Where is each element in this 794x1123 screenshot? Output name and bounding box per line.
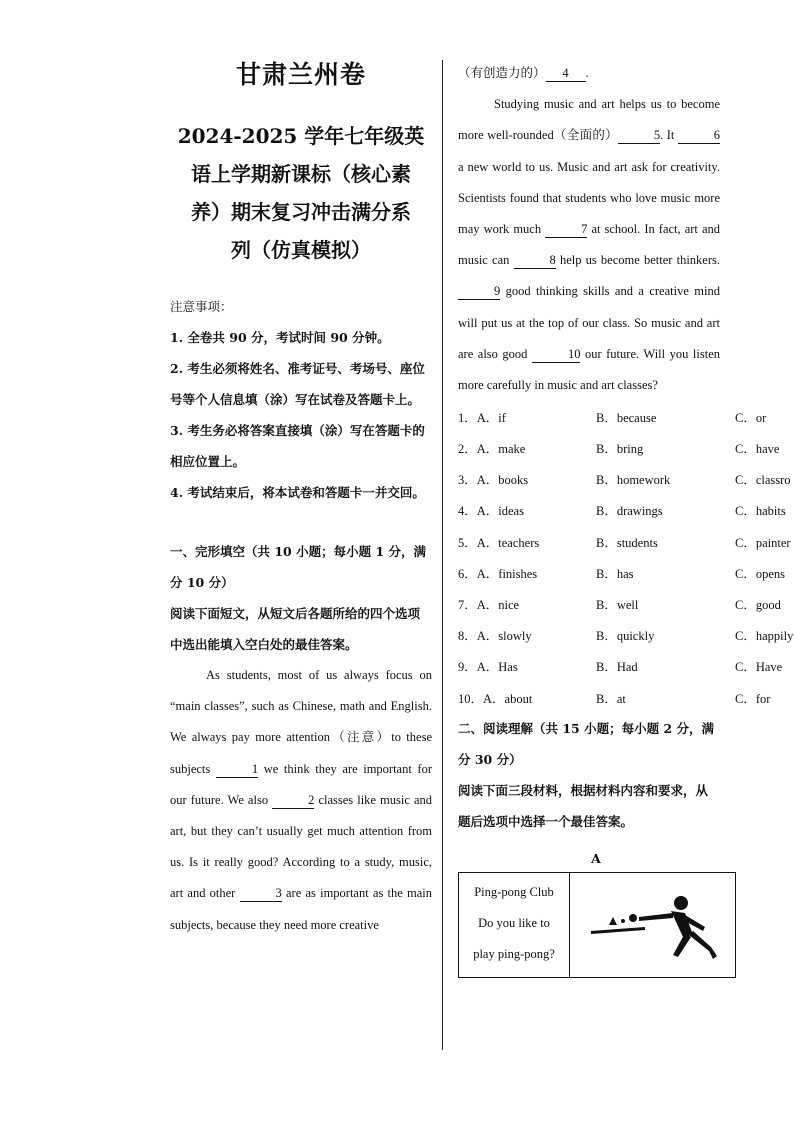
notes-block	[170, 291, 432, 508]
option-row-7	[458, 588, 794, 619]
note-item-3: 3. 考生务必将答案直接填（涂）写在答题卡的相应位置上。	[170, 423, 425, 469]
blank-5: 5	[618, 127, 660, 144]
option-a[interactable]: 3．A．books	[458, 473, 529, 488]
option-a[interactable]: 8．A．slowly	[458, 629, 532, 644]
exam-subtitle-line-1: 2024-2025 学年七年级英	[177, 124, 425, 148]
option-c[interactable]: C．happily	[735, 629, 794, 644]
option-a[interactable]: 9．A．Has	[458, 660, 518, 675]
option-a[interactable]: 2．A．make	[458, 442, 526, 457]
exam-subtitle-line-4: 列（仿真模拟）	[231, 238, 371, 262]
option-c[interactable]: C．for	[735, 691, 771, 706]
blank-4: 4	[546, 65, 586, 82]
cloze-paragraph-1	[170, 660, 432, 941]
note-item-1: 1. 全卷共 90 分，考试时间 90 分钟。	[170, 330, 390, 345]
option-b[interactable]: B．drawings	[596, 504, 663, 519]
option-b[interactable]: B．has	[596, 566, 634, 581]
option-b[interactable]: B．students	[596, 535, 658, 550]
passage-label: A	[591, 851, 601, 867]
option-b[interactable]: B．bring	[596, 442, 644, 457]
option-c[interactable]: C．have	[735, 442, 780, 457]
option-b[interactable]: B．quickly	[596, 629, 655, 644]
section-2-heading: 二、阅读理解（共 15 小题；每小题 2 分，满分 30 分）	[458, 721, 715, 768]
option-b[interactable]: B．at	[596, 691, 626, 706]
column-divider	[442, 60, 443, 1050]
ping-pong-player-icon	[570, 873, 735, 977]
option-row-5	[458, 526, 794, 557]
cloze-text: . It	[660, 128, 678, 143]
cloze-text: Studying music and art helps us to become more well-rounded（全面的）	[458, 97, 720, 143]
cloze-text: （有创造力的）	[458, 66, 546, 80]
cloze-text: classes like music and art, but they can’t usually get much attention from us. Is it really good? According to a study, music, art and other	[170, 792, 432, 901]
club-line-2: Do you like to	[478, 916, 550, 931]
blank-10: 10	[532, 346, 581, 363]
option-b[interactable]: B．homework	[596, 473, 671, 488]
cloze-text: help us become better thinkers.	[555, 253, 720, 268]
blank-7: 7	[545, 221, 587, 238]
option-a[interactable]: 7．A．nice	[458, 597, 520, 612]
blank-1: 1	[216, 761, 258, 778]
cloze-text: As students, most of us always focus on “main classes”, such as Chinese, math and English. We always pay more attention（注意）to these subjects	[170, 668, 432, 776]
option-a[interactable]: 5．A．teachers	[458, 535, 540, 550]
section-1-instruction: 阅读下面短文，从短文后各题所给的四个选项中选出能填入空白处的最佳答案。	[170, 606, 421, 652]
option-c[interactable]: C．or	[735, 410, 767, 425]
option-c[interactable]: C．classro	[735, 473, 791, 488]
cloze-paragraph-1-end	[458, 58, 720, 89]
option-row-10	[458, 682, 794, 713]
note-item-4: 4. 考试结束后，将本试卷和答题卡一并交回。	[170, 485, 425, 500]
exam-subtitle-line-3: 养）期末复习冲击满分系	[191, 200, 411, 224]
option-c[interactable]: C．painter	[735, 535, 791, 550]
option-a[interactable]: 6．A．finishes	[458, 566, 538, 581]
note-item-2: 2. 考生必须将姓名、准考证号、考场号、座位号等个人信息填（涂）写在试卷及答题卡上。	[170, 361, 425, 407]
cloze-text: we think they are important for our future. We also	[170, 761, 432, 807]
club-ad-text	[459, 873, 570, 977]
option-b[interactable]: B．Had	[596, 660, 638, 675]
option-row-1	[458, 401, 794, 432]
option-a[interactable]: 4．A．ideas	[458, 504, 524, 519]
option-b[interactable]: B．because	[596, 410, 657, 425]
option-row-8	[458, 620, 794, 651]
option-row-3	[458, 464, 794, 495]
blank-8: 8	[514, 252, 556, 269]
options-list	[458, 401, 794, 713]
left-column	[170, 55, 432, 941]
cloze-text: a new world to us. Music and art ask for creativity. Scientists found that students who love music more may work much	[458, 159, 720, 237]
option-a[interactable]: 10．A．about	[458, 691, 533, 706]
club-line-3: play ping-pong?	[473, 947, 555, 962]
option-c[interactable]: C．opens	[735, 566, 786, 581]
blank-6: 6	[678, 127, 720, 144]
option-row-2	[458, 432, 794, 463]
section-1-heading: 一、完形填空（共 10 小题；每小题 1 分，满分 10 分）	[170, 544, 427, 590]
cloze-text: are as important as the main subjects, because they need more creative	[170, 886, 432, 932]
notes-heading: 注意事项：	[170, 299, 233, 314]
club-name: Ping-pong Club	[474, 885, 554, 900]
blank-2: 2	[272, 792, 314, 809]
blank-9: 9	[458, 283, 500, 300]
right-column	[458, 58, 794, 978]
ping-pong-club-ad	[458, 872, 736, 978]
option-c[interactable]: C．good	[735, 597, 781, 612]
option-b[interactable]: B．well	[596, 597, 639, 612]
option-a[interactable]: 1．A．if	[458, 410, 506, 425]
cloze-text: good thinking skills and a creative mind will put us at the top of our class. So music and art are also good	[458, 284, 720, 361]
option-row-4	[458, 495, 794, 526]
option-c[interactable]: C．habits	[735, 504, 786, 519]
option-row-6	[458, 557, 794, 588]
cloze-text: .	[585, 66, 589, 80]
exam-subtitle-line-2: 语上学期新课标（核心素	[191, 162, 411, 186]
cloze-text: our future. Will you listen more carefully in music and art classes?	[458, 346, 720, 393]
option-row-9	[458, 651, 794, 682]
cloze-paragraph-2	[458, 89, 720, 401]
cloze-text: at school. In fact, art and music can	[458, 222, 720, 268]
option-c[interactable]: C．Have	[735, 660, 783, 675]
blank-3: 3	[240, 885, 282, 902]
section-2-instruction: 阅读下面三段材料，根据材料内容和要求，从题后选项中选择一个最佳答案。	[458, 783, 709, 830]
exam-region-title: 甘肃兰州卷	[235, 60, 366, 89]
